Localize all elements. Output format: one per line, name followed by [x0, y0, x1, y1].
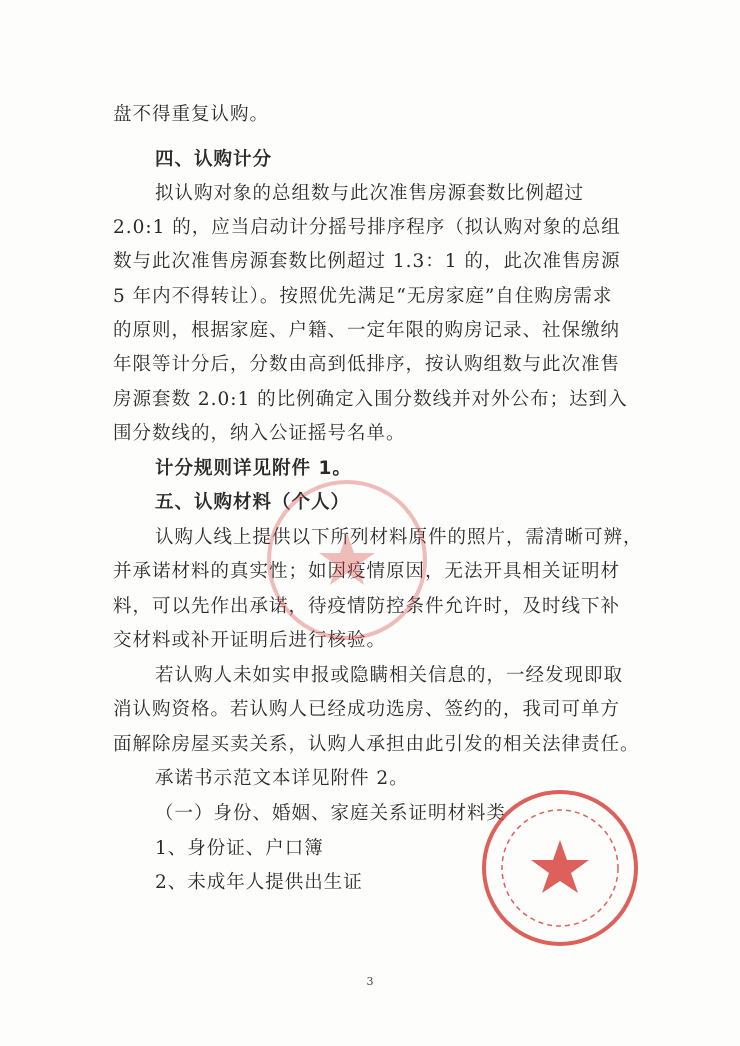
paragraph-line: 围分数线的，纳入公证摇号名单。	[113, 423, 406, 444]
scoring-rules-note: 计分规则详见附件 1。	[155, 458, 352, 479]
paragraph-line: 房源套数 2.0:1 的比例确定入围分数线并对外公布；达到入	[113, 389, 628, 410]
paragraph-line: 承诺书示范文本详见附件 2。	[155, 768, 409, 789]
list-item: 2、未成年人提供出生证	[155, 872, 363, 893]
paragraph-line: 消认购资格。若认购人已经成功选房、签约的，我司可单方	[113, 699, 621, 720]
paragraph-line: 数与此次准售房源套数比例超过 1.3：1 的，此次准售房源	[113, 251, 621, 272]
paragraph-line: 盘不得重复认购。	[113, 104, 270, 125]
page-number: 3	[366, 975, 374, 988]
section-heading-materials: 五、认购材料（个人）	[155, 492, 351, 513]
paragraph-line: 的原则，根据家庭、户籍、一定年限的购房记录、社保缴纳	[113, 320, 621, 341]
paragraph-line: 2.0:1 的，应当启动计分摇号排序程序（拟认购对象的总组	[113, 217, 621, 238]
subsection-heading: （一）身份、婚姻、家庭关系证明材料类	[155, 803, 507, 824]
section-heading-scoring: 四、认购计分	[155, 149, 273, 170]
paragraph-line: 拟认购对象的总组数与此次准售房源套数比例超过	[155, 183, 585, 204]
paragraph-line: 交材料或补开证明后进行核验。	[113, 630, 387, 651]
paragraph-line: 认购人线上提供以下所列材料原件的照片，需清晰可辨，	[155, 527, 643, 548]
list-item: 1、身份证、户口簿	[155, 838, 324, 859]
paragraph-line: 料，可以先作出承诺，待疫情防控条件允许时，及时线下补	[113, 596, 621, 617]
paragraph-line: 并承诺材料的真实性；如因疫情原因，无法开具相关证明材	[113, 561, 621, 582]
paragraph-line: 面解除房屋买卖关系，认购人承担由此引发的相关法律责任。	[113, 734, 640, 755]
paragraph-line: 若认购人未如实申报或隐瞒相关信息的，一经发现即取	[155, 665, 624, 686]
paragraph-line: 5 年内不得转让）。按照优先满足“无房家庭”自住购房需求	[113, 286, 613, 307]
paragraph-line: 年限等计分后，分数由高到低排序，按认购组数与此次准售	[113, 354, 621, 375]
